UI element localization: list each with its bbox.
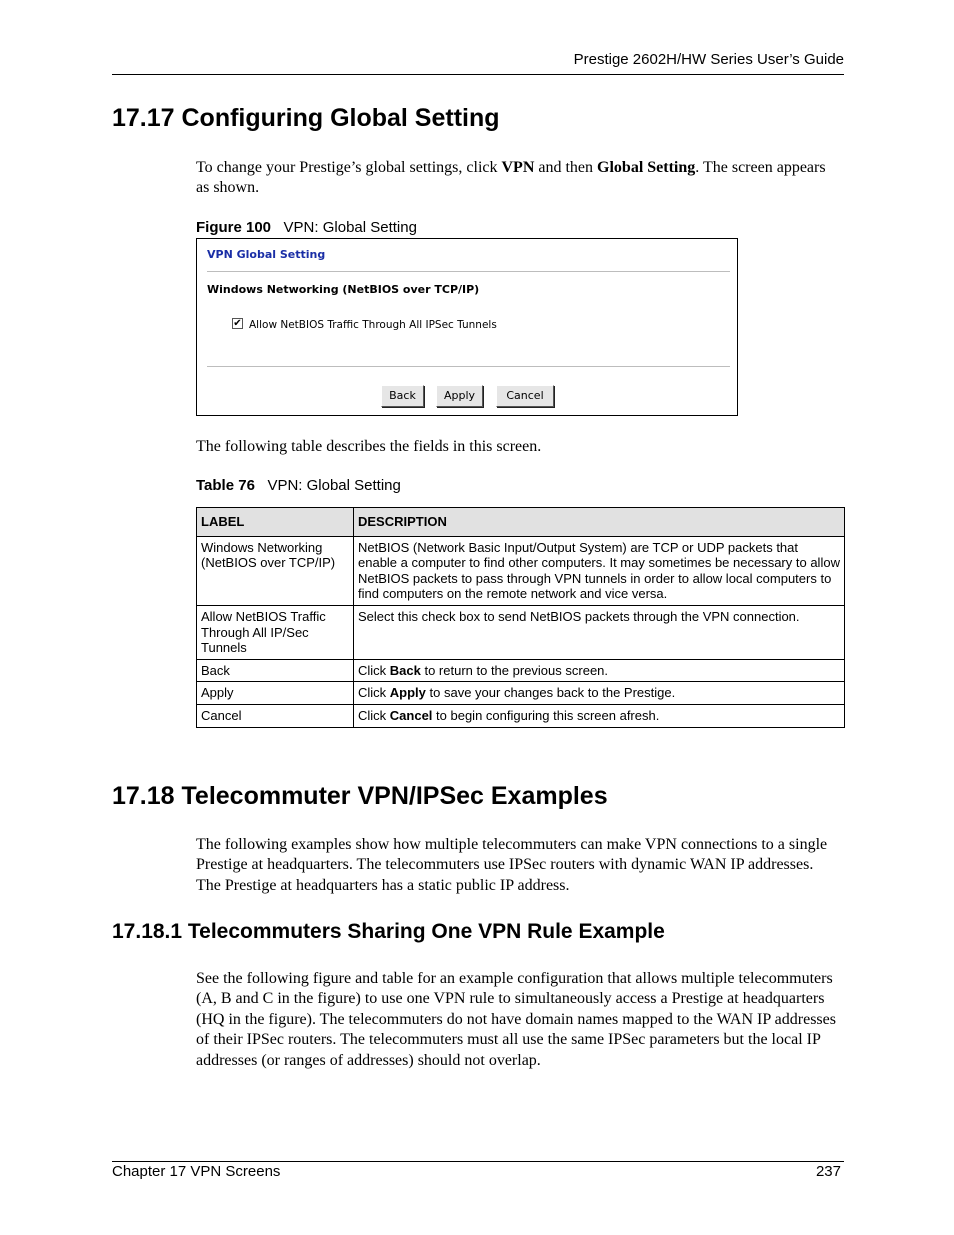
- figure-divider-bottom: [207, 366, 730, 367]
- table-header-row: [197, 508, 845, 537]
- table-cell-description: [354, 659, 845, 682]
- table-cell-description: [354, 704, 845, 727]
- table-cell-label: Allow NetBIOS Traffic Through All IP/Sec Tunnels: [197, 605, 354, 659]
- table-row: [197, 659, 845, 682]
- table-caption-title: VPN: Global Setting: [267, 477, 401, 494]
- intro-text: and then: [534, 159, 598, 176]
- intro-emphasis: Global Setting: [597, 159, 696, 176]
- section-17-18-paragraph: The following examples show how multiple telecommuters can make VPN connections to a single Prestige at headquarters. The telecommuters use IPSec routers with dynamic WAN IP addresses. The Prestige at headquarters has a static public IP address.: [196, 836, 828, 894]
- figure-screen-title: VPN Global Setting: [207, 248, 326, 261]
- table-cell-label: Windows Networking (NetBIOS over TCP/IP): [197, 536, 354, 605]
- table-row: [197, 605, 845, 659]
- back-button[interactable]: Back: [381, 385, 424, 407]
- table-cell-description: [354, 536, 845, 605]
- vpn-global-setting-figure: [196, 238, 738, 416]
- footer-rule: [112, 1161, 844, 1162]
- description-text: to save your changes back to the Prestige.: [425, 685, 676, 701]
- table-cell-description: [354, 682, 845, 705]
- description-emphasis: Back: [389, 662, 421, 678]
- figure-section-label: Windows Networking (NetBIOS over TCP/IP): [207, 283, 480, 296]
- page-number: 237: [815, 1163, 841, 1180]
- description-emphasis: Apply: [389, 685, 426, 701]
- table-cell-label: Cancel: [197, 704, 354, 727]
- table-row: [197, 704, 845, 727]
- column-header-label: LABEL: [197, 508, 354, 537]
- description-emphasis: Cancel: [389, 707, 433, 723]
- table-row: [197, 682, 845, 705]
- allow-netbios-checkbox[interactable]: [232, 318, 243, 329]
- description-text: Click: [358, 662, 390, 678]
- description-text: Click: [358, 707, 390, 723]
- section-17-18-1-paragraph: See the following figure and table for an example configuration that allows multiple telecommuters (A, B and C in the figure) to use one VPN rule to simultaneously access a Prestige at headquarters (HQ in the figure). The telecommuters do not have domain names mapped to the WAN IP addresses of their IPSec routers. The telecommuters must all use the same IPSec parameters but the local IP addresses (or ranges of addresses) should not overlap.: [196, 970, 836, 1069]
- column-header-description: DESCRIPTION: [354, 508, 845, 537]
- intro-emphasis: VPN: [501, 159, 535, 176]
- table-row: [197, 536, 845, 605]
- apply-button[interactable]: Apply: [436, 385, 483, 407]
- allow-netbios-checkbox-label: Allow NetBIOS Traffic Through All IPSec Tunnels: [249, 319, 497, 331]
- description-text: Click: [358, 685, 390, 701]
- intro-paragraph: [196, 158, 836, 199]
- figure-caption-label: Figure 100: [196, 219, 272, 236]
- field-description-table: [196, 507, 845, 728]
- table-cell-label: Back: [197, 659, 354, 682]
- description-text: Select this check box to send NetBIOS packets through the VPN connection.: [358, 608, 800, 624]
- description-text: to begin configuring this screen afresh.: [432, 707, 660, 723]
- table-cell-label: Apply: [197, 682, 354, 705]
- figure-caption: [196, 219, 417, 236]
- table-caption: [196, 477, 401, 494]
- description-text: NetBIOS (Network Basic Input/Output System) are TCP or UDP packets that enable a computer to find other computers. It may sometimes be necessary to allow NetBIOS packets to pass through VPN tunnels in order to allow local computers to find computers on the remote network and vice versa.: [358, 539, 840, 602]
- section-heading-17-18-1: 17.18.1 Telecommuters Sharing One VPN Rule Example: [112, 920, 665, 943]
- intro-text: To change your Prestige’s global settings, click: [196, 159, 502, 176]
- running-header: Prestige 2602H/HW Series User’s Guide: [573, 51, 844, 68]
- header-rule: [112, 74, 844, 75]
- footer-chapter: Chapter 17 VPN Screens: [112, 1163, 281, 1180]
- table-caption-label: Table 76: [196, 477, 255, 494]
- figure-divider-top: [207, 271, 730, 272]
- table-intro: The following table describes the fields in this screen.: [196, 438, 542, 455]
- cancel-button[interactable]: Cancel: [496, 385, 554, 407]
- table-cell-description: [354, 605, 845, 659]
- section-heading-17-17: 17.17 Configuring Global Setting: [112, 104, 500, 132]
- description-text: to return to the previous screen.: [420, 662, 609, 678]
- section-heading-17-18: 17.18 Telecommuter VPN/IPSec Examples: [112, 782, 608, 810]
- checkmark-icon: ✔: [233, 318, 242, 329]
- figure-caption-title: VPN: Global Setting: [283, 219, 417, 236]
- intro-text: . The screen appears as shown.: [196, 159, 826, 197]
